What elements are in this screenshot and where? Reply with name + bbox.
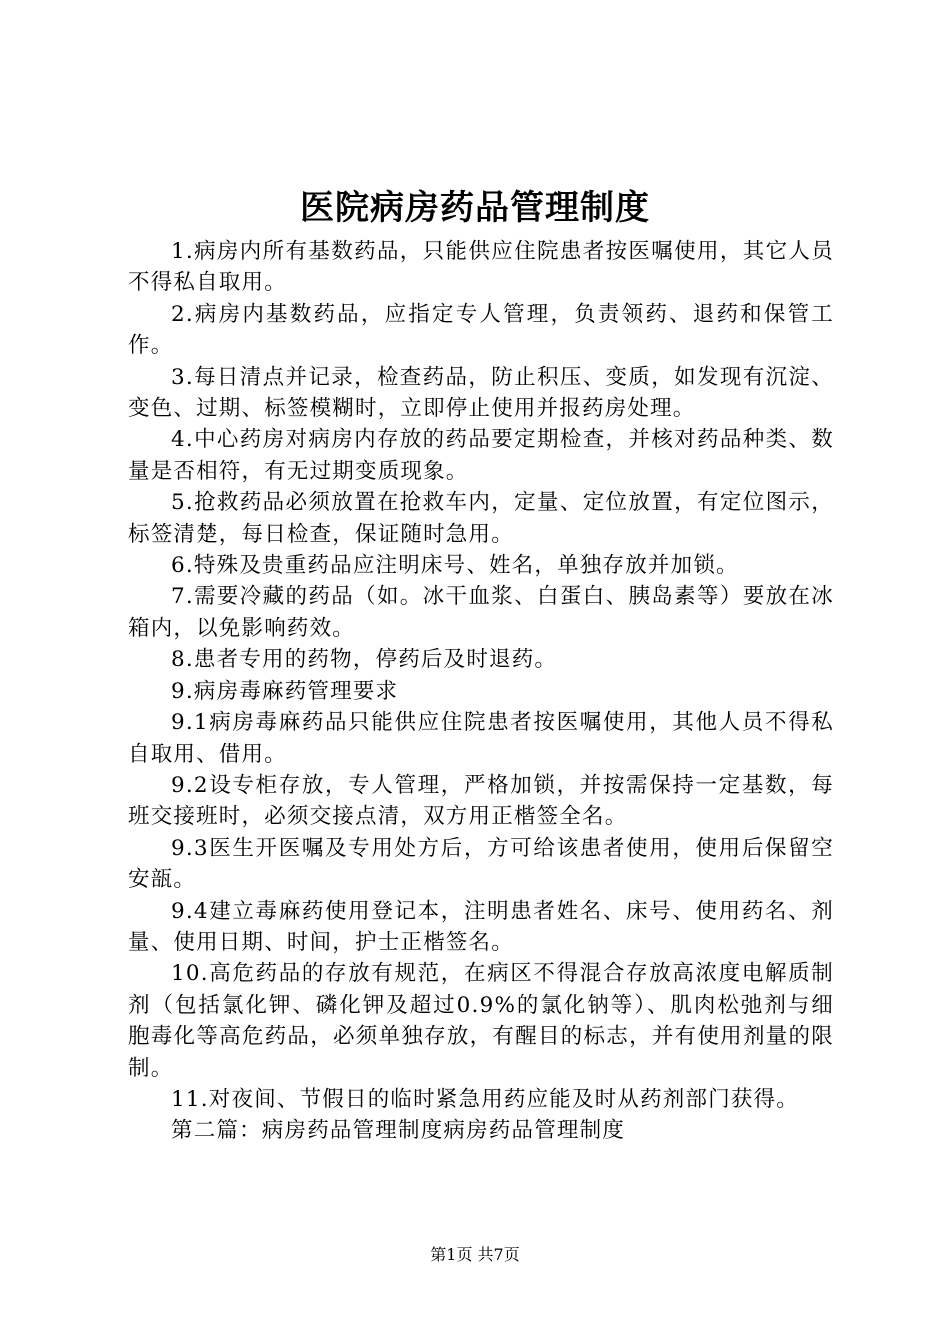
paragraph-10: 10.高危药品的存放有规范，在病区不得混合存放高浓度电解质制剂（包括氯化钾、磷化钾及超过0.9%的氯化钠等）、肌肉松弛剂与细胞毒化等高危药品，必须单独存放，有醒目的标志，并有使用剂量的限制。 (128, 961, 834, 1081)
paragraph-11: 11.对夜间、节假日的临时紧急用药应能及时从药剂部门获得。 (171, 1086, 799, 1112)
paragraph-9-4: 9.4建立毒麻药使用登记本，注明患者姓名、床号、使用药名、剂量、使用日期、时间，护士正楷签名。 (128, 898, 834, 955)
paragraph-5: 5.抢救药品必须放置在抢救车内，定量、定位放置，有定位图示，标签清楚，每日检查，保证随时急用。 (128, 490, 834, 547)
paragraph-9: 9.病房毒麻药管理要求 (171, 678, 399, 704)
paragraph-7: 7.需要冷藏的药品（如。冰干血浆、白蛋白、胰岛素等）要放在冰箱内，以免影响药效。 (128, 584, 834, 641)
section-heading-part-2: 第二篇：病房药品管理制度病房药品管理制度 (171, 1118, 626, 1144)
document-body (128, 236, 834, 1147)
paragraph-4: 4.中心药房对病房内存放的药品要定期检查，并核对药品种类、数量是否相符，有无过期变质现象。 (128, 427, 834, 484)
paragraph-8: 8.患者专用的药物，停药后及时退药。 (171, 647, 558, 673)
paragraph-6: 6.特殊及贵重药品应注明床号、姓名，单独存放并加锁。 (171, 553, 739, 579)
paragraph-1: 1.病房内所有基数药品，只能供应住院患者按医嘱使用，其它人员不得私自取用。 (128, 239, 834, 296)
paragraph-3: 3.每日清点并记录，检查药品，防止积压、变质，如发现有沉淀、变色、过期、标签模糊时，立即停止使用并报药房处理。 (128, 364, 834, 422)
paragraph-9-2: 9.2设专柜存放，专人管理，严格加锁，并按需保持一定基数，每班交接班时，必须交接点清，双方用正楷签全名。 (128, 772, 834, 830)
paragraph-2: 2.病房内基数药品，应指定专人管理，负责领药、退药和保管工作。 (128, 301, 834, 359)
paragraph-9-1: 9.1病房毒麻药品只能供应住院患者按医嘱使用，其他人员不得私自取用、借用。 (128, 710, 834, 767)
paragraph-9-3: 9.3医生开医嘱及专用处方后，方可给该患者使用，使用后保留空安瓿。 (128, 835, 834, 893)
document-title: 医院病房药品管理制度 (300, 188, 650, 228)
page-number-footer: 第1页 共7页 (430, 1245, 520, 1264)
